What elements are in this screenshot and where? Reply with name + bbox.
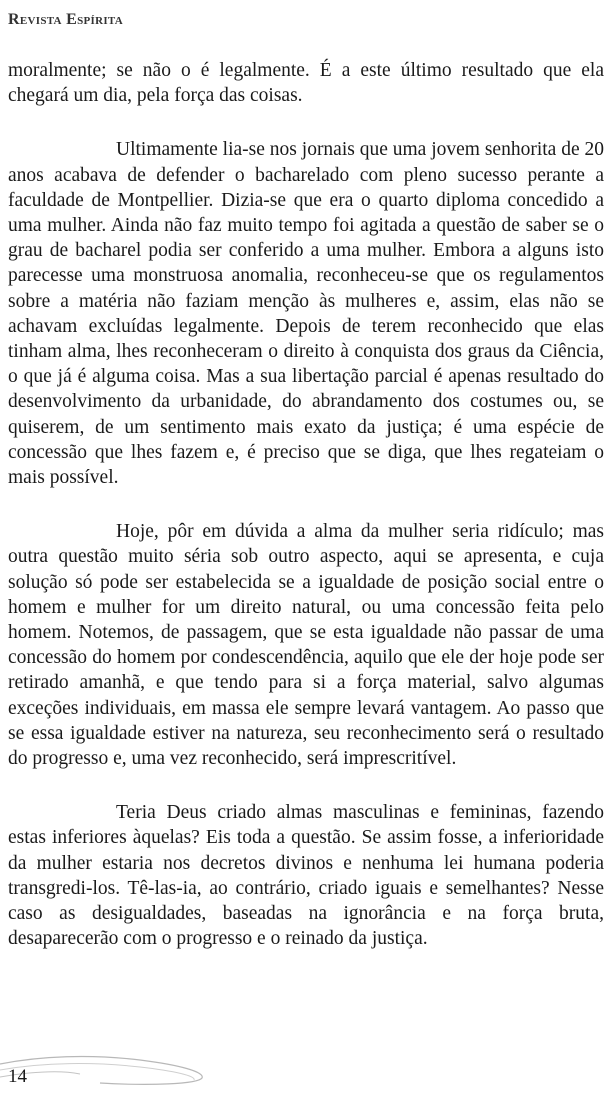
paragraph: Ultimamente lia-se nos jornais que uma jovem senhorita de 20 anos acabava de defender o bacharelado com pleno sucesso perante a faculdade de Montpellier. Dizia-se que era o quarto diploma concedido a uma mulher. Ainda não faz muito tempo foi agitada a questão de saber se o grau de bacharel podia ser conferido a uma mulher. Embora a alguns isto parecesse uma monstruosa anomalia, reconheceu-se que os regulamentos sobre a matéria não faziam menção às mulheres e, assim, elas não se achavam excluídas legalmente. Depois de terem reconhecido que elas tinham alma, lhes reconheceram o direito à conquista dos graus da Ciência, o que já é alguma coisa. Mas a sua libertação parcial é apenas resultado do desenvolvimento da urbanidade, do abrandamento dos costumes ou, se quiserem, de um sentimento mais exato da justiça; é uma espécie de concessão que lhes fazem e, é preciso que se diga, que lhes regateiam o mais possível. — [8, 139, 604, 489]
running-head-title: Revista Espírita — [8, 11, 123, 28]
paragraph: Hoje, pôr em dúvida a alma da mulher seria ridículo; mas outra questão muito séria sob outro aspecto, aqui se apresenta, e cuja solução só pode ser estabelecida se a igualdade de posição social entre o homem e mulher for um direito natural, ou uma concessão feita pelo homem. Notemos, de passagem, que se esta igualdade não passar de uma concessão do homem por condescendência, aquilo que ele der hoje pode ser retirado amanhã, e que tendo para si a força material, salvo algumas exceções individuais, em massa ele sempre levará vantagem. Ao passo que se essa igualdade estiver na natureza, seu reconhecimento será o resultado do progresso e, uma vez reconhecido, será imprescritível. — [8, 521, 604, 770]
swoosh-ornament-icon — [0, 1050, 240, 1090]
body-text — [8, 58, 604, 981]
page-number: 14 — [8, 1066, 27, 1087]
paragraph: Teria Deus criado almas masculinas e femininas, fazendo estas inferiores àquelas? Eis toda a questão. Se assim fosse, a inferioridade da mulher estaria nos decretos divinos e nenhuma lei humana poderia transgredi-los. Tê-las-ia, ao contrário, criado iguais e semelhantes? Nesse caso as desigualdades, baseadas na ignorância e na força bruta, desaparecerão com o progresso e o reinado da justiça. — [8, 802, 604, 950]
paragraph-continuation: moralmente; se não o é legalmente. É a este último resultado que ela chegará um dia, pela força das coisas. — [8, 60, 604, 107]
